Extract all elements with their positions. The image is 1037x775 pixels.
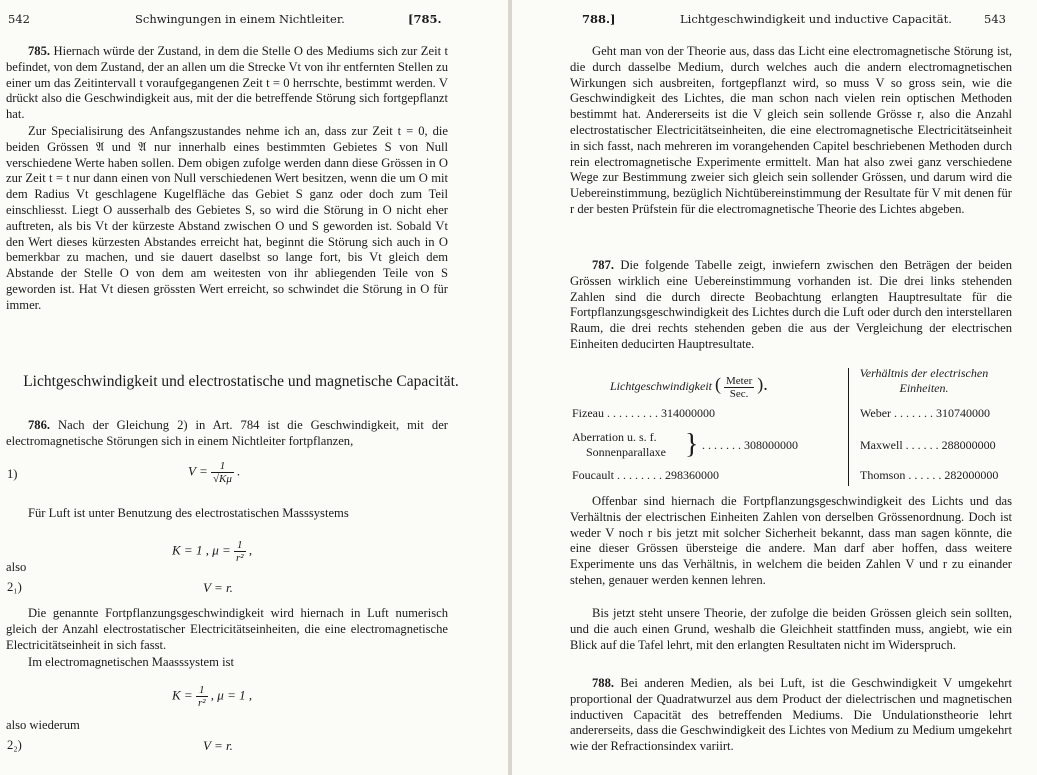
paragraph-786 — [6, 418, 448, 450]
equation-k1 — [172, 539, 252, 564]
equation-tail: , — [248, 542, 253, 558]
left-header-title: Schwingungen in einem Nichtleiter. — [135, 12, 345, 26]
table-cell-value: 310740000 — [936, 406, 991, 420]
paragraph-text: Bei anderen Medien, als bei Luft, ist die Geschwindigkeit V umgekehrt proportional der Quadratwurzel aus dem Product der dielectrischen und magnetischen inductiven Capacität des betreffenden Mediums. Die Undulationstheorie lehrt andererseits, dass die Geschwindigkeit des Lichtes von Medium zu Medium umgekehrt wie der Refractionsindex variirt. — [570, 676, 1012, 754]
fraction — [211, 460, 234, 485]
table-cell-value: 298360000 — [665, 468, 719, 482]
table-cell-name: Weber — [860, 406, 892, 420]
table-row-right: Thomson . . . . . . 282000000 — [860, 468, 999, 482]
table-row: Fizeau . . . . . . . . . 314000000 — [572, 406, 715, 420]
right-header-section: 788.] — [582, 12, 616, 26]
fraction — [234, 539, 246, 564]
left-page-number: 542 — [8, 12, 30, 26]
left-header-section: [785. — [408, 12, 442, 26]
text-also: also — [6, 560, 27, 574]
brace: } — [685, 429, 699, 460]
fraction — [196, 684, 208, 709]
fraction-denominator: √Kμ — [212, 473, 232, 485]
table-cell-name: Thomson — [860, 468, 906, 482]
equation-3: V = r. — [203, 738, 233, 753]
right-header-title: Lichtgeschwindigkeit und inductive Capacität. — [680, 12, 952, 26]
table-cell-name: Fizeau — [572, 406, 604, 420]
table-cell-value: 282000000 — [944, 468, 999, 482]
table-cell-name: Aberration u. s. f. — [572, 430, 657, 444]
text-im: Im electromagnetischen Maasssystem ist — [28, 655, 234, 669]
equation-number: 2₂) — [7, 738, 22, 752]
left-running-header — [0, 12, 508, 30]
table-header-label: Lichtgeschwindigkeit — [610, 379, 712, 393]
unit-denominator: Sec. — [729, 387, 749, 400]
text-luft: Für Luft ist unter Benutzung des electrostatischen Masssystems — [28, 506, 349, 520]
table-header-right — [848, 366, 1000, 396]
table-divider — [848, 368, 849, 486]
right-page — [512, 0, 1037, 775]
table-row-value: . . . . . . . 308000000 — [702, 438, 798, 452]
table-cell-name: Maxwell — [860, 438, 903, 452]
paragraph-number: 788. — [592, 676, 615, 690]
table-cell-name: Foucault — [572, 468, 614, 482]
table-cell-name: Sonnenparallaxe — [586, 445, 666, 459]
paragraph-number: 787. — [592, 258, 615, 272]
unit-fraction — [724, 375, 754, 400]
table-cell-value: 314000000 — [661, 406, 715, 420]
paragraph-offenbar: Offenbar sind hiernach die Fortpflanzungsgeschwindigkeit des Lichts und das Verhältnis der electrischen Einheiten Zahlen von derselben Grössenordnung. Doch ist weder V noch r bis jetzt mit solcher Sicherheit bekannt, dass man sagen könnte, die eine dieser Grössen übersteige die andere. Man darf aber hoffen, dass weitere Experimente uns das Verhältnis, in welchem die beiden Zahlen V und r zu einander stehen, genauer werden kennen lehren. — [570, 494, 1012, 587]
paragraph-number: 785. — [28, 44, 51, 58]
right-running-header — [512, 12, 1037, 30]
fraction-denominator: r² — [236, 552, 244, 564]
table-row-right: Maxwell . . . . . . 288000000 — [860, 438, 996, 452]
paragraph-text: Nach der Gleichung 2) in Art. 784 ist die Geschwindigkeit, mit der electromagnetische Störungen sich in einem Nichtleiter fortpflanzen, — [6, 418, 448, 448]
paragraph-785-cont: Zur Specialisirung des Anfangszustandes nehme ich an, dass zur Zeit t = 0, die beiden Grössen 𝔄 und 𝔄̇ nur innerhalb eines bestimmten Gebietes S von Null verschiedene Werte haben sollen. Dem obigen zufolge werden dann diese Grössen in O zur Zeit t = t nur dann einen von Null verschiedenen Wert besitzen, wenn die um O mit dem Radius Vt geschlagene Kugelfläche das Gebiet S ganz oder doch zum Teil einschliesst. Liegt O ausserhalb des Gebietes S, so wird die Störung in O nicht eher auftreten, als bis Vt der kürzeste Abstand zwischen O und S geworden ist. Sobald Vt den Wert dieses kürzesten Abstandes erreicht hat, beginnt die Störung sich auch in O bemerkbar zu machen, und sie dauert daselbst so lange fort, bis Vt gleich dem Abstande der Stelle O von dem am weitesten von ihr abliegenden Teile von S geworden ist. Hat Vt diesen grössten Wert erreicht, so schwindet die Störung in O für immer. — [6, 124, 448, 312]
table-header-line: Verhältnis der electrischen — [859, 366, 989, 380]
table-header-line: Einheiten. — [899, 381, 949, 395]
section-heading: Lichtgeschwindigkeit und electrostatische und magnetische Capacität. — [23, 373, 459, 390]
paragraph-geht: Geht man von der Theorie aus, dass das Licht eine electromagnetische Störung ist, die durch dasselbe Medium, durch welches auch die andern electromagnetischen Wirkungen sich ausbreiten, fortgepflanzt wird, so muss V so gross sein, wie die Geschwindigkeit des Lichtes, die man schon nach vielen rein optischen Methoden bestimmt hat. Andererseits ist die V gleich sein sollende Grösse r, also die Anzahl electrostatischer Electricitätseinheiten, die eine electromagnetische Electricitätseinheit in sich fasst, nach mehreren im vorangehenden Capitel beschriebenen Methoden durch rein electromagnetische Experimente ermittelt. Man hat also zwei ganz verschiedene Wege zur Bestimmung zweier sich gleich sein sollender Grössen, und darum wird die Uebereinstimmung, bezüglich Nichtübereinstimmung der Resultate für V mit denen für r der besten Prüfstein für die electromagnetische Theorie des Lichtes abgeben. — [570, 44, 1012, 216]
equation-tail: , μ = 1 , — [210, 687, 253, 703]
equation-1 — [188, 460, 240, 485]
paragraph-die: Die genannte Fortpflanzungsgeschwindigkeit wird hiernach in Luft numerisch gleich der Anzahl electrostatischer Electricitätseinheiten, die eine electromagnetische Electricitätseinheit in sich fasst. — [6, 606, 448, 652]
equation-2: V = r. — [203, 580, 233, 595]
equation-lhs: V = — [188, 463, 208, 479]
paragraph-788 — [570, 676, 1012, 755]
right-page-number: 543 — [984, 12, 1006, 26]
fraction-denominator: r² — [197, 697, 206, 709]
equation-lhs: K = — [172, 687, 193, 703]
equation-number: 1) — [7, 467, 18, 481]
table-row-right: Weber . . . . . . . 310740000 — [860, 406, 991, 420]
left-page — [0, 0, 508, 775]
fraction-numerator: 1 — [234, 539, 246, 552]
unit-numerator: Meter — [725, 374, 753, 387]
paragraph-number: 786. — [28, 418, 51, 432]
fraction-numerator: 1 — [211, 460, 234, 473]
paragraph-text: Die folgende Tabelle zeigt, inwiefern zwischen den Beträgen der beiden Grössen wirklich eine Uebereinstimmung vorhanden ist. Die drei links stehenden Zahlen sind die durch directe Beobachtung erlangten Hauptresultate für die Fortpflanzungsgeschwindigkeit des Lichtes durch die Luft oder durch den interstellaren Raum, die drei rechts stehenden geben die aus der Vergleichung der electrischen Einheiten deducirten Hauptresultate. — [570, 258, 1012, 351]
table-header-left: Lichtgeschwindigkeit ( $\frac{\text{Meter}}{\text{Sec.}}$ ). — [610, 374, 768, 400]
table-row: Foucault . . . . . . . . 298360000 — [572, 468, 719, 482]
equation-number: 2₁) — [7, 580, 22, 594]
equation-tail: . — [237, 463, 241, 479]
equation-k2 — [172, 684, 252, 709]
text-also-wiederum: also wiederum — [6, 718, 80, 732]
equation-lhs: K = 1 , μ = — [172, 542, 231, 558]
table-cell-value: 308000000 — [744, 438, 798, 452]
table-row — [572, 430, 666, 460]
paragraph-text: Hiernach würde der Zustand, in dem die Stelle O des Mediums sich zur Zeit t befindet, von dem Zustand, der an allen um die Strecke Vt von ihr entfernten Stellen zu einer um das Zeitintervall t voraufgegangenen Zeit t = 0 herrschte, bestimmt werden. V drückt also die Geschwindigkeit aus, mit der die betreffende Störung sich fortgepflanzt hat. — [6, 44, 449, 122]
table-cell-value: 288000000 — [941, 438, 996, 452]
fraction-numerator: 1 — [196, 684, 208, 697]
paragraph-787 — [570, 258, 1012, 353]
paragraph-785 — [6, 44, 448, 123]
paragraph-bis: Bis jetzt steht unsere Theorie, der zufolge die beiden Grössen gleich sein sollten, und die auch einen Grund, weshalb die Gleichheit stattfinden muss, angiebt, wie ein Blick auf die Tafel lehrt, mit den erlangten Resultaten nicht im Widerspruch. — [570, 606, 1012, 652]
